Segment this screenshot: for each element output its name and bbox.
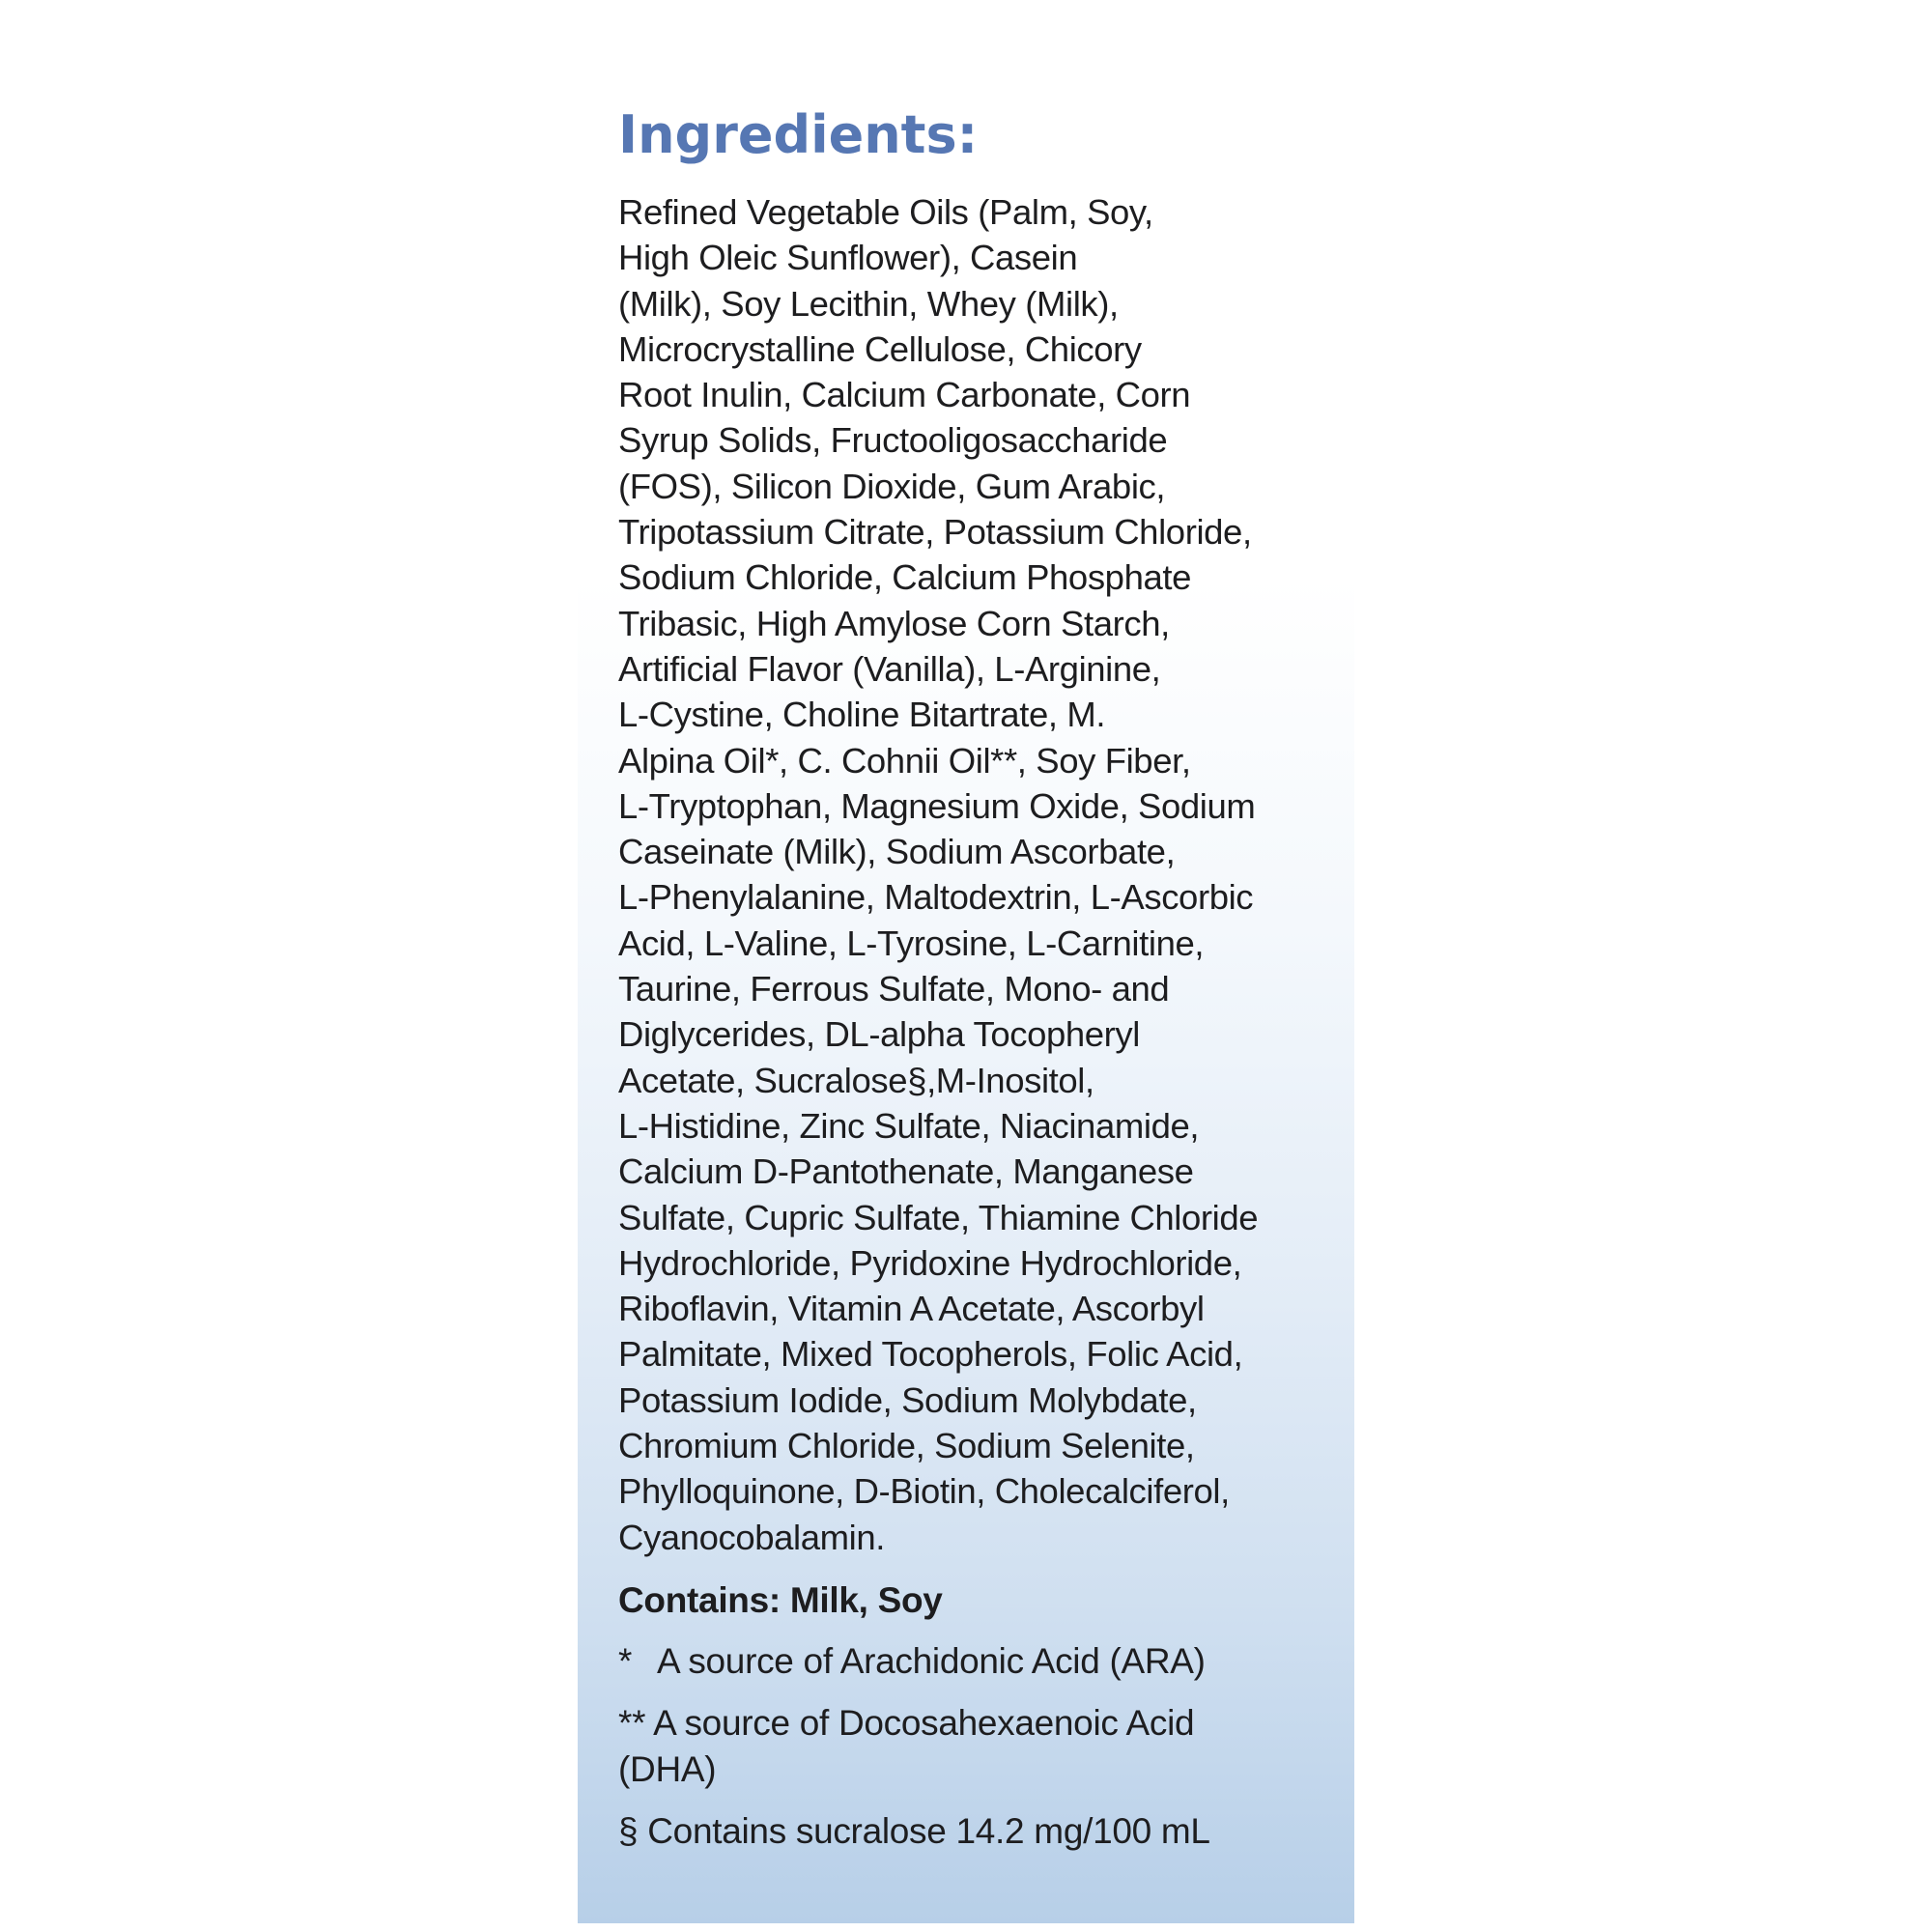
footnote-sucralose: § Contains sucralose 14.2 mg/100 mL (618, 1810, 1210, 1851)
footnote-dha (618, 1700, 1333, 1793)
ingredient-line: L-Phenylalanine, Maltodextrin, L-Ascorbic (618, 877, 1254, 918)
ingredient-line: Tripotassium Citrate, Potassium Chloride, (618, 512, 1252, 553)
ingredient-line: Sulfate, Cupric Sulfate, Thiamine Chloride (618, 1197, 1259, 1237)
ingredient-line: (Milk), Soy Lecithin, Whey (Milk), (618, 283, 1119, 324)
footnote-dha-text: A source of Docosahexaenoic Acid (653, 1702, 1195, 1743)
ingredient-line: Cyanocobalamin. (618, 1517, 886, 1557)
ingredient-line: Hydrochloride, Pyridoxine Hydrochloride, (618, 1242, 1242, 1283)
ingredient-line: Microcrystalline Cellulose, Chicory (618, 328, 1142, 369)
footnote-ara (618, 1638, 1333, 1685)
ingredient-line: Acid, L-Valine, L-Tyrosine, L-Carnitine, (618, 923, 1205, 963)
ingredient-line: Caseinate (Milk), Sodium Ascorbate, (618, 832, 1176, 872)
footnote-dha-text-cont: (DHA) (618, 1748, 717, 1789)
ingredients-heading: Ingredients: (618, 104, 979, 165)
footnote-ara-mark: * (618, 1640, 633, 1681)
ingredient-line: Chromium Chloride, Sodium Selenite, (618, 1426, 1195, 1466)
ingredient-line: L-Histidine, Zinc Sulfate, Niacinamide, (618, 1105, 1200, 1146)
ingredients-label (618, 97, 1333, 1855)
ingredient-line: Phylloquinone, D-Biotin, Cholecalciferol, (618, 1471, 1230, 1512)
ingredient-line: L-Cystine, Choline Bitartrate, M. (618, 695, 1106, 735)
ingredient-list (618, 189, 1333, 1560)
footnote-dha-mark: ** (618, 1702, 646, 1743)
footnote-ara-text: A source of Arachidonic Acid (ARA) (657, 1640, 1206, 1681)
ingredient-line: Root Inulin, Calcium Carbonate, Corn (618, 375, 1191, 415)
ingredient-line: Artificial Flavor (Vanilla), L-Arginine, (618, 648, 1161, 689)
ingredient-line: L-Tryptophan, Magnesium Oxide, Sodium (618, 785, 1256, 826)
ingredient-line: Taurine, Ferrous Sulfate, Mono- and (618, 969, 1170, 1009)
ingredient-line: Acetate, Sucralose§,M-Inositol, (618, 1060, 1094, 1100)
ingredient-line: Diglycerides, DL-alpha Tocopheryl (618, 1014, 1140, 1055)
ingredient-line: Refined Vegetable Oils (Palm, Soy, (618, 192, 1153, 232)
ingredient-line: High Oleic Sunflower), Casein (618, 238, 1078, 278)
ingredient-line: Alpina Oil*, C. Cohnii Oil**, Soy Fiber, (618, 740, 1191, 781)
ingredient-line: Calcium D-Pantothenate, Manganese (618, 1151, 1194, 1192)
allergen-statement: Contains: Milk, Soy (618, 1579, 943, 1620)
ingredient-line: Riboflavin, Vitamin A Acetate, Ascorbyl (618, 1289, 1205, 1329)
ingredient-line: Tribasic, High Amylose Corn Starch, (618, 603, 1170, 643)
ingredient-line: Sodium Chloride, Calcium Phosphate (618, 557, 1192, 598)
ingredient-line: (FOS), Silicon Dioxide, Gum Arabic, (618, 466, 1166, 506)
ingredient-line: Potassium Iodide, Sodium Molybdate, (618, 1379, 1197, 1420)
ingredient-line: Syrup Solids, Fructooligosaccharide (618, 420, 1168, 461)
ingredient-line: Palmitate, Mixed Tocopherols, Folic Acid, (618, 1334, 1243, 1375)
